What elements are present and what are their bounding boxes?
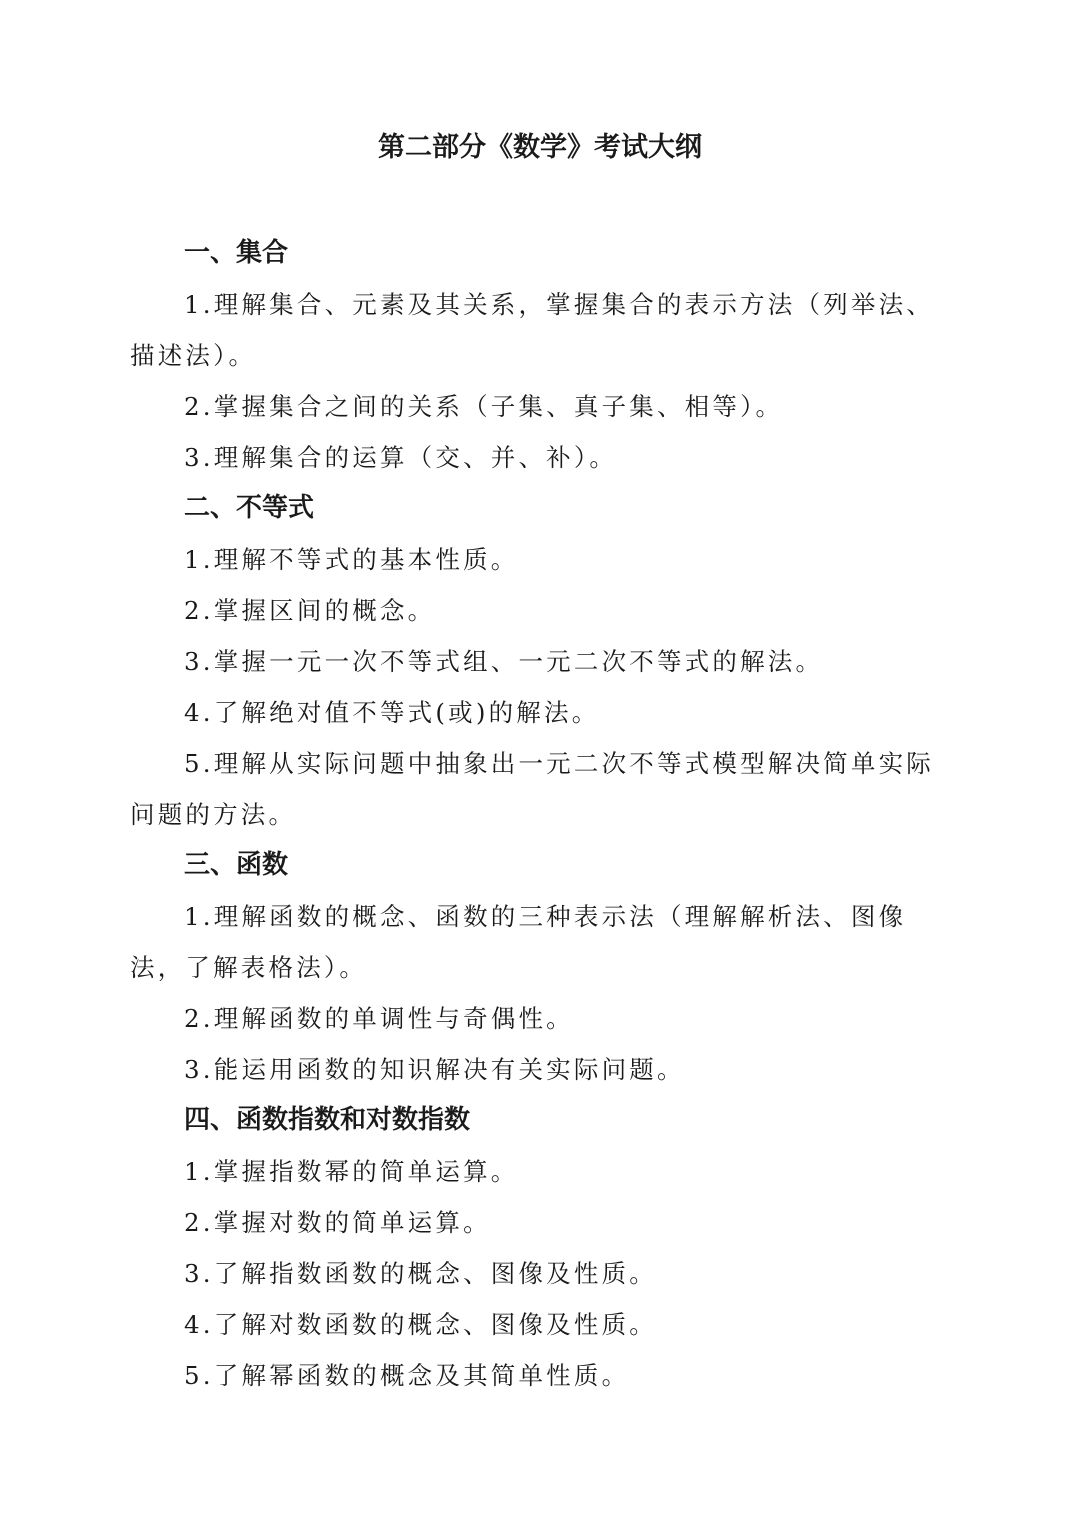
section-functions (130, 840, 950, 1095)
section-heading: 四、函数指数和对数指数 (184, 1105, 471, 1135)
list-item: 1.理解函数的概念、函数的三种表示法（理解解析法、图像法，了解表格法）。 (130, 902, 907, 982)
list-item: 2.理解函数的单调性与奇偶性。 (184, 1004, 574, 1033)
list-item: 1.掌握指数幂的简单运算。 (184, 1157, 519, 1186)
list-item: 2.掌握集合之间的关系（子集、真子集、相等）。 (184, 392, 784, 421)
list-item: 4.了解绝对值不等式(或)的解法。 (184, 698, 600, 727)
section-heading: 二、不等式 (184, 493, 315, 523)
section-heading: 三、函数 (184, 850, 289, 880)
list-item: 1.理解不等式的基本性质。 (184, 545, 519, 574)
list-item: 3.理解集合的运算（交、并、补）。 (184, 443, 618, 472)
list-item: 2.掌握对数的简单运算。 (184, 1208, 491, 1237)
section-heading: 一、集合 (184, 238, 289, 268)
section-exponents-logarithms (130, 1095, 950, 1401)
list-item: 3.掌握一元一次不等式组、一元二次不等式的解法。 (184, 647, 824, 676)
document-body (130, 228, 950, 1401)
list-item: 4.了解对数函数的概念、图像及性质。 (184, 1310, 657, 1339)
list-item: 5.理解从实际问题中抽象出一元二次不等式模型解决简单实际问题的方法。 (130, 749, 934, 829)
section-sets (130, 228, 950, 483)
page-title: 第二部分《数学》考试大纲 (378, 132, 702, 163)
list-item: 3.了解指数函数的概念、图像及性质。 (184, 1259, 657, 1288)
list-item: 2.掌握区间的概念。 (184, 596, 436, 625)
section-inequalities (130, 483, 950, 840)
list-item: 5.了解幂函数的概念及其简单性质。 (184, 1361, 630, 1390)
list-item: 3.能运用函数的知识解决有关实际问题。 (184, 1055, 685, 1084)
list-item: 1.理解集合、元素及其关系，掌握集合的表示方法（列举法、描述法）。 (130, 290, 934, 370)
